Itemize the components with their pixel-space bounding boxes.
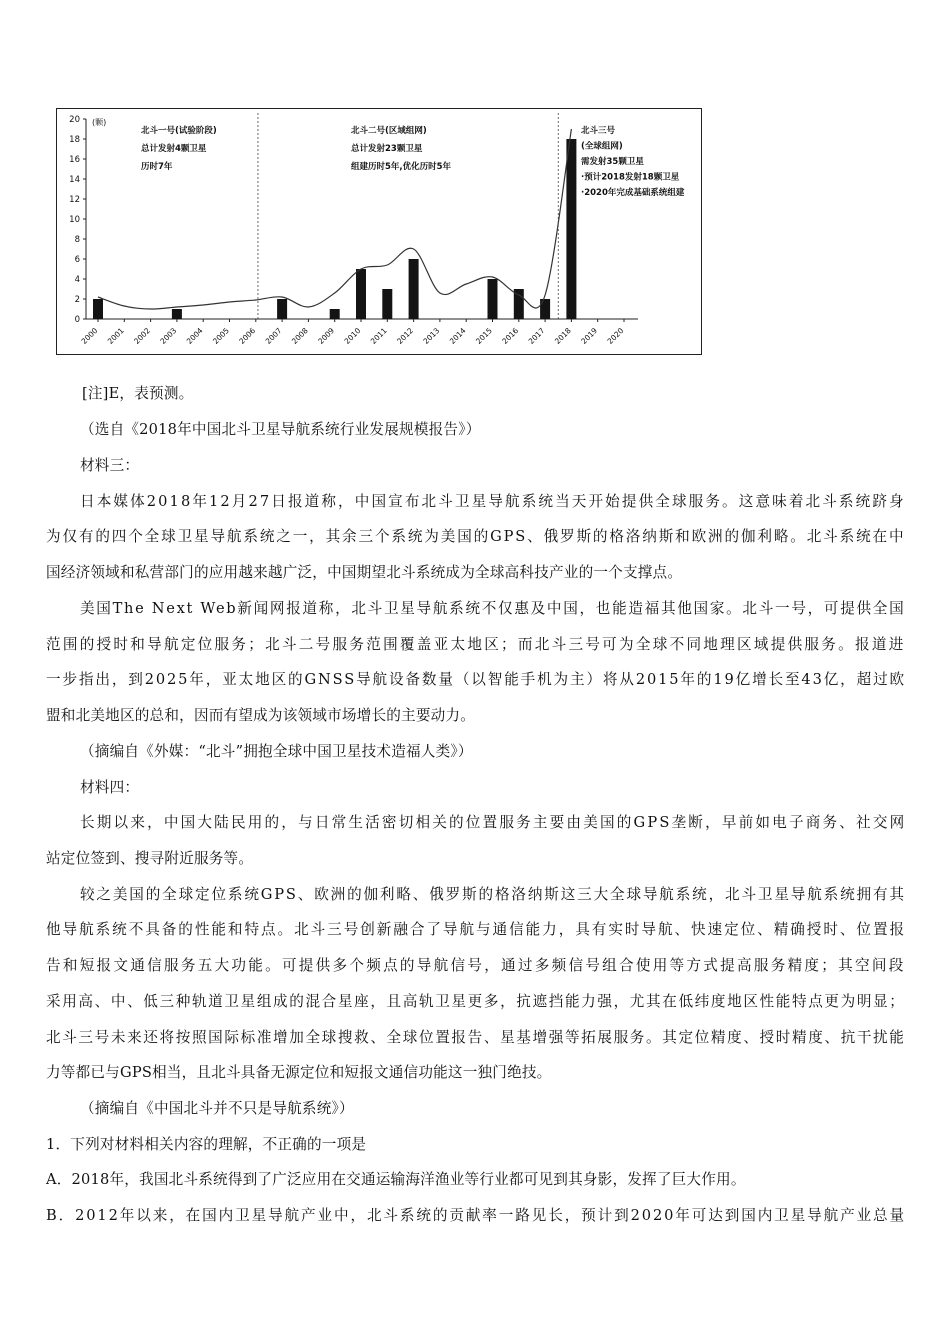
x-tick-label: 2010 <box>342 326 363 346</box>
phase-annotation-line: 北斗一号(试验阶段) <box>141 126 217 136</box>
phase-annotation-line: 需发射35颗卫星 <box>581 157 644 167</box>
chart-note: [注]E，表预测。 <box>82 385 194 402</box>
m4-p1-line2: 站定位签到、搜寻附近服务等。 <box>46 850 254 867</box>
y-tick-label: 10 <box>69 215 80 225</box>
phase-annotation-line: 北斗三号 <box>581 126 616 136</box>
bar-2017 <box>540 299 550 319</box>
x-tick-label: 2003 <box>158 326 179 346</box>
x-tick-label: 2017 <box>526 326 547 346</box>
y-tick-label: 2 <box>74 295 80 305</box>
chart-svg <box>57 109 701 354</box>
bar-2010 <box>356 269 366 319</box>
y-tick-label: 16 <box>69 155 80 165</box>
y-tick-label: 0 <box>74 315 80 325</box>
x-tick-label: 2002 <box>132 326 153 346</box>
m3-p2-line2: 范围的授时和导航定位服务；北斗二号服务范围覆盖亚太地区；而北斗三号可为全球不同地理区域提供服务。报道进 <box>46 636 906 653</box>
x-tick-label: 2015 <box>474 326 494 346</box>
bar-2000 <box>93 299 103 319</box>
bar-2007 <box>277 299 287 319</box>
x-tick-label: 2011 <box>368 326 389 346</box>
y-tick-label: 18 <box>69 135 80 145</box>
bar-2003 <box>172 309 182 319</box>
phase-annotation-line: ·2020年完成基础系统组建 <box>581 188 685 198</box>
y-tick-label: 8 <box>74 235 80 245</box>
x-tick-label: 2012 <box>395 326 416 346</box>
x-tick-label: 2005 <box>211 326 231 346</box>
x-tick-label: 2000 <box>79 326 100 346</box>
bar-2011 <box>382 289 392 319</box>
m4-p2-line4: 采用高、中、低三种轨道卫星组成的混合星座，且高轨卫星更多，抗遮挡能力强，尤其在低纬度地区性能特点更为明显； <box>46 993 906 1010</box>
phase-annotation-line: 总计发射4颗卫星 <box>141 144 207 154</box>
phase-annotation-line: ·预计2018发射18颗卫星 <box>581 172 680 183</box>
y-axis-label: (颗) <box>92 118 107 127</box>
material-4-heading: 材料四： <box>80 779 140 796</box>
m4-p2-line3: 告和短报文通信服务五大功能。可提供多个频点的导航信号，通过多频信号组合使用等方式提高服务精度；其空间段 <box>46 957 906 974</box>
question-1: 1．下列对材料相关内容的理解，不正确的一项是 <box>46 1136 367 1153</box>
source-citation-2: （摘编自《外媒：“北斗”拥抱全球中国卫星技术造福人类》） <box>80 743 473 760</box>
bar-2018 <box>566 139 576 319</box>
x-tick-label: 2014 <box>447 326 468 346</box>
m4-p2-line2: 他导航系统不具备的性能和特点。北斗三号创新融合了导航与通信能力，具有实时导航、快速定位、精确授时、位置报 <box>46 921 907 938</box>
bar-2012 <box>409 259 419 319</box>
x-tick-label: 2006 <box>237 326 258 346</box>
x-tick-label: 2019 <box>579 326 600 346</box>
x-tick-label: 2007 <box>263 326 284 346</box>
x-tick-label: 2013 <box>421 326 442 346</box>
y-tick-label: 12 <box>69 195 80 205</box>
beidou-chart <box>56 108 702 355</box>
y-tick-label: 20 <box>69 115 80 125</box>
x-tick-label: 2009 <box>316 326 337 346</box>
x-tick-label: 2008 <box>289 326 310 346</box>
x-tick-label: 2016 <box>500 326 521 346</box>
option-b: B．2012年以来，在国内卫星导航产业中，北斗系统的贡献率一路见长，预计到2020年可达到国内卫星导航产业总量 <box>46 1207 907 1224</box>
m4-p2-line1: 较之美国的全球定位系统GPS、欧洲的伽利略、俄罗斯的格洛纳斯这三大全球导航系统，北斗卫星导航系统拥有其 <box>80 886 906 903</box>
trend-line <box>98 129 571 309</box>
m3-p2-line3: 一步指出，到2025年，亚太地区的GNSS导航设备数量（以智能手机为主）将从2015年的19亿增长至43亿，超过欧 <box>46 671 906 688</box>
phase-annotation-line: 总计发射23颗卫星 <box>351 144 423 154</box>
y-tick-label: 6 <box>74 255 80 265</box>
source-citation-3: （摘编自《中国北斗并不只是导航系统》） <box>80 1100 354 1117</box>
phase-annotation-line: 北斗二号(区域组网) <box>351 126 427 136</box>
phase-annotation-line: (全球组网) <box>581 141 623 152</box>
m3-p1-line3: 国经济领域和私营部门的应用越来越广泛，中国期望北斗系统成为全球高科技产业的一个支撑点。 <box>46 564 683 581</box>
m3-p2-line4: 盟和北美地区的总和，因而有望成为该领域市场增长的主要动力。 <box>46 707 476 724</box>
m4-p1-line1: 长期以来，中国大陆民用的，与日常生活密切相关的位置服务主要由美国的GPS垄断，早前如电子商务、社交网 <box>80 814 907 831</box>
phase-annotation-line: 组建历时5年,优化历时5年 <box>351 162 452 172</box>
m3-p1-line2: 为仅有的四个全球卫星导航系统之一，其余三个系统为美国的GPS、俄罗斯的格洛纳斯和欧洲的伽利略。北斗系统在中 <box>46 528 906 545</box>
x-tick-label: 2018 <box>552 326 573 346</box>
x-tick-label: 2001 <box>105 326 126 346</box>
option-a: A．2018年，我国北斗系统得到了广泛应用在交通运输海洋渔业等行业都可见到其身影，发挥了巨大作用。 <box>46 1171 746 1188</box>
y-tick-label: 14 <box>69 175 80 185</box>
bar-2015 <box>488 279 498 319</box>
bar-2009 <box>330 309 340 319</box>
phase-annotation-line: 历时7年 <box>141 162 173 172</box>
m3-p1-line1: 日本媒体2018年12月27日报道称，中国宣布北斗卫星导航系统当天开始提供全球服务。这意味着北斗系统跻身 <box>80 493 906 510</box>
m4-p2-line6: 力等都已与GPS相当，且北斗具备无源定位和短报文通信功能这一独门绝技。 <box>46 1064 552 1081</box>
x-tick-label: 2020 <box>605 326 626 346</box>
m3-p2-line1: 美国The Next Web新闻网报道称，北斗卫星导航系统不仅惠及中国，也能造福其他国家。北斗一号，可提供全国 <box>80 600 906 617</box>
m4-p2-line5: 北斗三号未来还将按照国际标准增加全球搜救、全球位置报告、星基增强等拓展服务。其定位精度、授时精度、抗干扰能 <box>46 1029 906 1046</box>
x-tick-label: 2004 <box>184 326 205 346</box>
material-3-heading: 材料三： <box>80 457 140 474</box>
source-citation-1: （选自《2018年中国北斗卫星导航系统行业发展规模报告》） <box>80 421 481 438</box>
y-tick-label: 4 <box>74 275 80 285</box>
